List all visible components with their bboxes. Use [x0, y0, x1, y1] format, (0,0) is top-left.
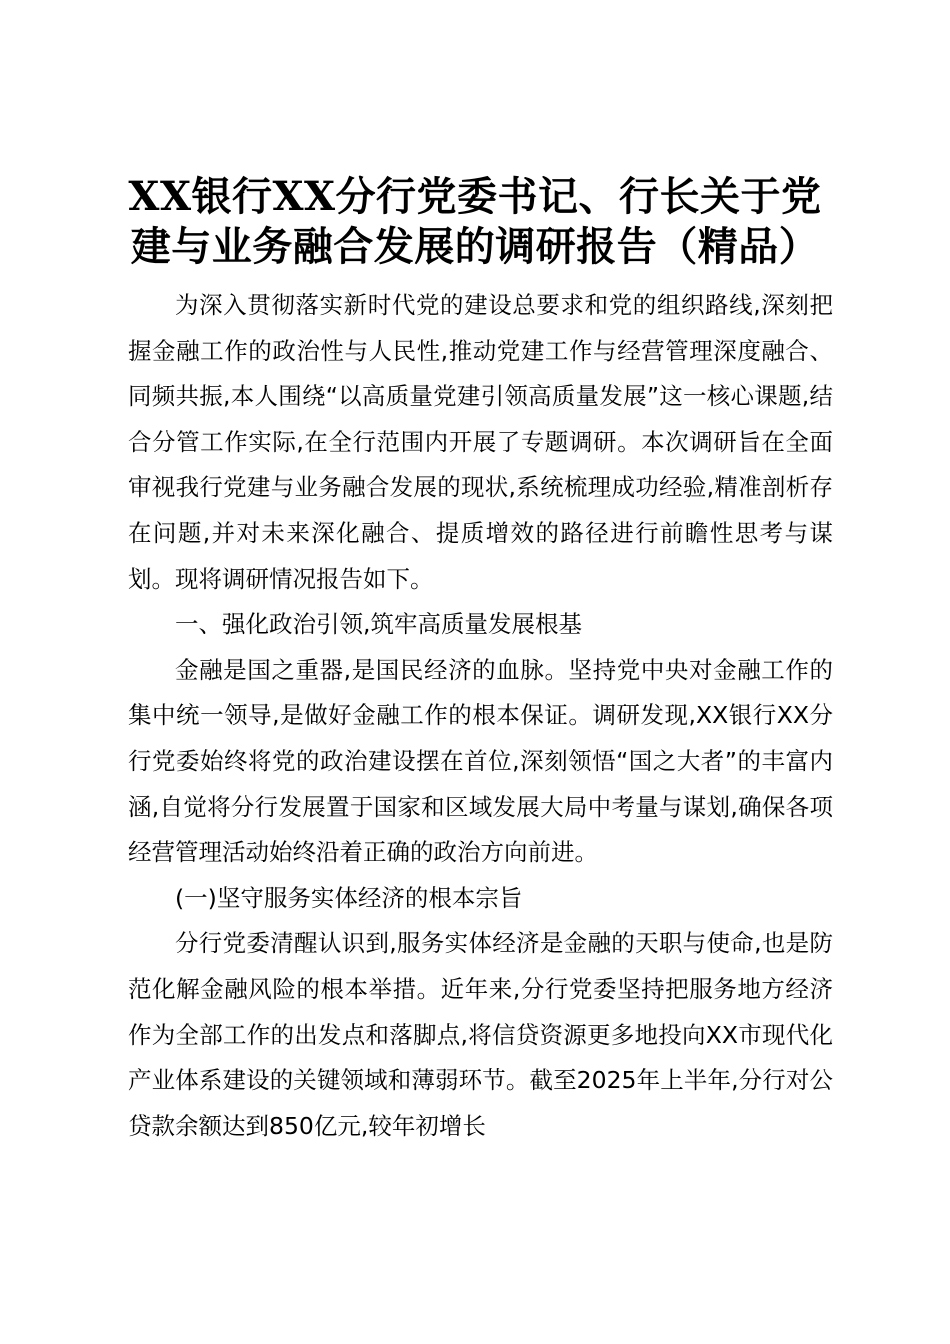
section-1-paragraph: 金融是国之重器,是国民经济的血脉。坚持党中央对金融工作的集中统一领导,是做好金融工作的根本保证。调研发现,XX银行XX分行党委始终将党的政治建设摆在首位,深刻领悟“国之大者”的丰富内涵,自觉将分行发展置于国家和区域发展大局中考量与谋划,确保各项经营管理活动始终沿着正确的政治方向前进。 — [128, 655, 833, 867]
section-heading-1: 一、强化政治引领,筑牢高质量发展根基 — [175, 610, 582, 639]
document-body — [128, 283, 833, 1149]
title-line-2: 建与业务融合发展的调研报告（精品） — [130, 223, 820, 270]
document-title — [100, 172, 850, 272]
subsection-1-paragraph: 分行党委清醒认识到,服务实体经济是金融的天职与使命,也是防范化解金融风险的根本举措。近年来,分行党委坚持把服务地方经济作为全部工作的出发点和落脚点,将信贷资源更多地投向XX市现代化产业体系建设的关键领域和薄弱环节。截至2025年上半年,分行对公贷款余额达到850亿元,较年初增长 — [128, 929, 833, 1140]
title-line-1: XX银行XX分行党委书记、行长关于党 — [128, 173, 822, 220]
intro-paragraph: 为深入贯彻落实新时代党的建设总要求和党的组织路线,深刻把握金融工作的政治性与人民性,推动党建工作与经营管理深度融合、同频共振,本人围绕“以高质量党建引领高质量发展”这一核心课题,结合分管工作实际,在全行范围内开展了专题调研。本次调研旨在全面审视我行党建与业务融合发展的现状,系统梳理成功经验,精准剖析存在问题,并对未来深化融合、提质增效的路径进行前瞻性思考与谋划。现将调研情况报告如下。 — [128, 291, 833, 593]
subsection-heading-1: (一)坚守服务实体经济的根本宗旨 — [175, 883, 523, 912]
